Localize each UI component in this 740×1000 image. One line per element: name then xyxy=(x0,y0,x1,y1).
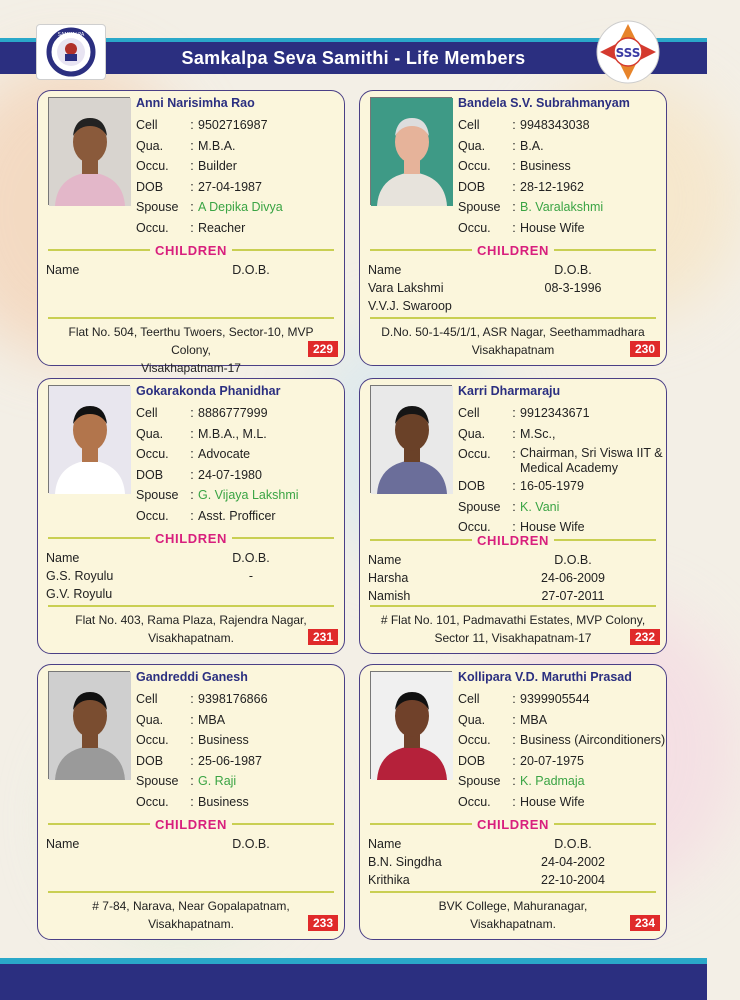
dob-column-header: D.O.B. xyxy=(232,263,270,277)
field-separator: : xyxy=(190,426,194,441)
member-details xyxy=(136,115,342,238)
address-line-1: D.No. 50-1-45/1/1, ASR Nagar, Seethammadhara xyxy=(381,325,645,339)
member-details xyxy=(458,403,664,538)
field-label: Cell xyxy=(136,118,158,132)
spouse-row xyxy=(458,771,664,792)
children-label: CHILDREN xyxy=(477,816,549,832)
field-label: Spouse xyxy=(136,774,179,788)
member-photo xyxy=(370,385,452,493)
address-line-2: Visakhapatnam. xyxy=(470,917,556,931)
field-separator: : xyxy=(190,118,194,132)
name-column-header: Name xyxy=(46,837,80,851)
cell-row xyxy=(136,403,342,424)
field-value: Business xyxy=(520,159,571,173)
field-value: 8886777999 xyxy=(198,406,268,420)
member-details xyxy=(136,689,342,812)
field-value: B. Varalakshmi xyxy=(520,200,604,214)
sss-logo-text: SSS xyxy=(615,46,641,60)
field-separator: : xyxy=(190,712,194,727)
qualification-row xyxy=(136,136,342,157)
child-row xyxy=(368,587,658,605)
occupation-row xyxy=(458,156,664,177)
member-photo xyxy=(370,97,452,205)
field-value: M.B.A., M.L. xyxy=(198,426,267,441)
dob-column-header: D.O.B. xyxy=(232,551,270,565)
field-label: Cell xyxy=(458,118,480,132)
address-line-2: Sector 11, Visakhapatnam-17 xyxy=(434,631,592,645)
member-card xyxy=(37,378,345,654)
children-header-row xyxy=(46,549,336,567)
children-table xyxy=(368,551,658,605)
field-value: G. Raji xyxy=(198,774,237,788)
field-separator: : xyxy=(512,447,516,461)
field-value: M.B.A. xyxy=(198,138,236,153)
field-value: K. Padmaja xyxy=(520,774,585,788)
dob-row xyxy=(136,465,342,486)
children-header-row xyxy=(46,835,336,853)
member-photo xyxy=(48,97,130,205)
field-label: Qua. xyxy=(136,426,164,441)
member-number-badge: 232 xyxy=(630,629,660,645)
occupation-row xyxy=(136,730,342,751)
field-label: Qua. xyxy=(458,712,486,727)
field-separator: : xyxy=(512,692,516,706)
member-number-badge: 234 xyxy=(630,915,660,931)
spouse-row xyxy=(136,485,342,506)
address-line-2: Visakhapatnam. xyxy=(148,917,234,931)
divider xyxy=(48,249,150,251)
field-label: Cell xyxy=(136,406,158,420)
child-name: Namish xyxy=(368,589,411,603)
spouse-occupation-row xyxy=(458,218,664,239)
address-line-1: Flat No. 403, Rama Plaza, Rajendra Nagar, xyxy=(75,613,307,627)
divider xyxy=(554,823,656,825)
spouse-occupation-row xyxy=(458,792,664,813)
field-label: Qua. xyxy=(136,138,164,153)
child-row xyxy=(46,585,336,603)
field-separator: : xyxy=(190,508,194,523)
field-separator: : xyxy=(190,179,194,194)
field-label: Occu. xyxy=(136,159,169,173)
child-row xyxy=(368,871,658,889)
field-label: Cell xyxy=(458,406,480,420)
children-label: CHILDREN xyxy=(477,532,549,548)
page-title: Samkalpa Seva Samithi - Life Members xyxy=(181,48,526,68)
field-label: Cell xyxy=(136,692,158,706)
address-line-1: # 7-84, Narava, Near Gopalapatnam, xyxy=(92,899,290,913)
field-label: Qua. xyxy=(458,426,486,441)
member-address xyxy=(50,323,332,377)
address-line-1: # Flat No. 101, Padmavathi Estates, MVP Colony, xyxy=(380,613,646,627)
field-separator: : xyxy=(190,692,194,706)
children-table xyxy=(368,261,658,315)
address-line-1: Flat No. 504, Teerthu Twoers, Sector-10, MVP Colony, xyxy=(68,325,314,357)
occupation-row xyxy=(458,730,664,751)
field-value: Business xyxy=(198,794,249,809)
field-separator: : xyxy=(190,753,194,768)
sss-logo xyxy=(596,20,660,84)
children-heading xyxy=(48,531,334,545)
field-label: Cell xyxy=(458,692,480,706)
divider xyxy=(232,249,334,251)
children-table xyxy=(46,549,336,603)
field-separator: : xyxy=(190,488,194,502)
member-address xyxy=(50,611,332,647)
field-label: Occu. xyxy=(458,733,491,747)
child-name: B.N. Singdha xyxy=(368,855,442,869)
member-name: Kollipara V.D. Maruthi Prasad xyxy=(458,670,632,684)
address-line-1: BVK College, Mahuranagar, xyxy=(438,899,588,913)
address-divider xyxy=(48,317,334,319)
dob-column-header: D.O.B. xyxy=(554,553,592,567)
field-label: Occu. xyxy=(136,447,169,461)
field-value: 20-07-1975 xyxy=(520,753,584,768)
field-separator: : xyxy=(512,200,516,214)
field-value: Business (Airconditioners) xyxy=(520,733,666,747)
address-divider xyxy=(48,891,334,893)
field-label: Occu. xyxy=(458,520,491,534)
member-details xyxy=(458,115,664,238)
field-separator: : xyxy=(512,712,516,727)
field-value: Asst. Profficer xyxy=(198,508,276,523)
field-separator: : xyxy=(190,220,194,235)
qualification-row xyxy=(136,424,342,445)
field-separator: : xyxy=(512,406,516,420)
dob-row xyxy=(136,751,342,772)
cell-row xyxy=(458,115,664,136)
member-photo xyxy=(48,671,130,779)
address-divider xyxy=(370,891,656,893)
divider xyxy=(370,823,472,825)
samithi-logo xyxy=(36,24,106,80)
field-separator: : xyxy=(190,467,194,482)
name-column-header: Name xyxy=(368,837,402,851)
child-dob xyxy=(518,297,628,315)
qualification-row xyxy=(458,710,664,731)
field-label: DOB xyxy=(136,179,164,194)
field-label: Spouse xyxy=(458,499,501,514)
member-card xyxy=(37,664,345,940)
child-dob: 24-04-2002 xyxy=(541,855,605,869)
member-card xyxy=(37,90,345,375)
field-label: DOB xyxy=(458,479,486,493)
field-label: DOB xyxy=(458,179,486,194)
field-separator: : xyxy=(512,118,516,132)
field-separator: : xyxy=(190,774,194,788)
divider xyxy=(370,249,472,251)
children-heading xyxy=(370,817,656,831)
address-divider xyxy=(370,317,656,319)
divider xyxy=(232,537,334,539)
field-label: Occu. xyxy=(458,447,491,461)
children-table xyxy=(46,835,336,853)
field-separator: : xyxy=(190,200,194,214)
field-value: 24-07-1980 xyxy=(198,467,262,482)
divider xyxy=(554,249,656,251)
child-row xyxy=(368,569,658,587)
cell-row xyxy=(458,403,664,424)
field-value: A Depika Divya xyxy=(198,200,283,214)
address-line-2: Visakhapatnam-17 xyxy=(141,361,241,375)
field-separator: : xyxy=(512,159,516,173)
child-name: G.S. Royulu xyxy=(46,569,114,583)
children-heading xyxy=(48,243,334,257)
member-number-badge: 229 xyxy=(308,341,338,357)
field-separator: : xyxy=(190,794,194,809)
field-separator: : xyxy=(512,179,516,194)
field-value: B.A. xyxy=(520,138,544,153)
field-label: Spouse xyxy=(458,774,501,788)
children-label: CHILDREN xyxy=(155,816,227,832)
field-label: DOB xyxy=(136,753,164,768)
member-details xyxy=(136,403,342,526)
spouse-row xyxy=(136,197,342,218)
field-separator: : xyxy=(512,520,516,534)
field-label: Spouse xyxy=(458,200,501,214)
field-value: K. Vani xyxy=(520,499,560,514)
member-name: Karri Dharmaraju xyxy=(458,384,561,398)
member-number-badge: 231 xyxy=(308,629,338,645)
address-divider xyxy=(370,605,656,607)
occupation-row xyxy=(136,156,342,177)
children-label: CHILDREN xyxy=(155,530,227,546)
divider xyxy=(554,539,656,541)
member-name: Anni Narisimha Rao xyxy=(136,96,255,110)
address-line-2: Visakhapatnam xyxy=(471,343,555,357)
spouse-occupation-row xyxy=(136,218,342,239)
field-value: House Wife xyxy=(520,520,585,534)
field-value: Builder xyxy=(198,159,237,173)
field-separator: : xyxy=(190,138,194,153)
divider xyxy=(48,823,150,825)
field-separator: : xyxy=(512,733,516,747)
dob-column-header: D.O.B. xyxy=(232,837,270,851)
field-separator: : xyxy=(512,774,516,788)
child-name: Krithika xyxy=(368,873,410,887)
field-separator: : xyxy=(512,794,516,809)
field-label: Spouse xyxy=(136,200,179,214)
field-value: M.Sc., xyxy=(520,426,556,441)
member-photo xyxy=(48,385,130,493)
svg-text:SAMKALPA: SAMKALPA xyxy=(57,32,85,38)
cell-row xyxy=(458,689,664,710)
field-value: 28-12-1962 xyxy=(520,179,584,194)
field-value: 9398176866 xyxy=(198,692,268,706)
spouse-occupation-row xyxy=(136,506,342,527)
field-label: Occu. xyxy=(458,220,491,235)
occupation-row xyxy=(458,444,664,476)
name-column-header: Name xyxy=(46,263,80,277)
field-separator: : xyxy=(512,479,516,493)
address-line-2: Visakhapatnam. xyxy=(148,631,234,645)
member-address xyxy=(372,611,654,647)
children-label: CHILDREN xyxy=(155,242,227,258)
qualification-row xyxy=(458,424,664,445)
child-dob: 24-06-2009 xyxy=(541,571,605,585)
children-label: CHILDREN xyxy=(477,242,549,258)
field-value: 9948343038 xyxy=(520,118,590,132)
field-label: Occu. xyxy=(136,794,169,809)
field-label: Spouse xyxy=(136,488,179,502)
field-value: 9912343671 xyxy=(520,406,590,420)
member-address xyxy=(50,897,332,933)
member-address xyxy=(372,897,654,933)
dob-row xyxy=(458,177,664,198)
field-value: 25-06-1987 xyxy=(198,753,262,768)
dob-column-header: D.O.B. xyxy=(554,837,592,851)
member-details xyxy=(458,689,664,812)
child-name: Harsha xyxy=(368,571,409,585)
cell-row xyxy=(136,689,342,710)
field-value: Reacher xyxy=(198,220,246,235)
field-value: Advocate xyxy=(198,447,251,461)
field-value: House Wife xyxy=(520,794,585,809)
spouse-row xyxy=(136,771,342,792)
member-card xyxy=(359,664,667,940)
field-value: 16-05-1979 xyxy=(520,479,584,493)
child-row xyxy=(46,567,336,585)
occupation-row xyxy=(136,444,342,465)
children-header-row xyxy=(46,261,336,279)
field-separator: : xyxy=(512,426,516,441)
member-name: Gokarakonda Phanidhar xyxy=(136,384,281,398)
field-label: Occu. xyxy=(458,794,491,809)
field-label: DOB xyxy=(458,753,486,768)
field-value: G. Vijaya Lakshmi xyxy=(198,488,299,502)
field-label: Occu. xyxy=(136,508,169,523)
field-separator: : xyxy=(512,220,516,235)
child-dob: - xyxy=(248,569,254,583)
field-separator: : xyxy=(190,159,194,173)
child-name: V.V.J. Swaroop xyxy=(368,299,452,313)
children-header-row xyxy=(368,835,658,853)
dob-row xyxy=(136,177,342,198)
children-table xyxy=(368,835,658,889)
spouse-row xyxy=(458,197,664,218)
dob-row xyxy=(458,476,664,497)
field-separator: : xyxy=(190,447,194,461)
field-separator: : xyxy=(512,138,516,153)
member-number-badge: 230 xyxy=(630,341,660,357)
spouse-row xyxy=(458,497,664,518)
address-divider xyxy=(48,605,334,607)
field-separator: : xyxy=(190,733,194,747)
dob-row xyxy=(458,751,664,772)
member-name: Gandreddi Ganesh xyxy=(136,670,248,684)
children-heading xyxy=(48,817,334,831)
child-dob: 22-10-2004 xyxy=(541,873,605,887)
field-label: Occu. xyxy=(136,220,169,235)
divider xyxy=(232,823,334,825)
children-header-row xyxy=(368,551,658,569)
child-name: G.V. Royulu xyxy=(46,587,113,601)
child-dob: 08-3-1996 xyxy=(544,281,602,295)
field-label: Occu. xyxy=(136,733,169,747)
field-separator: : xyxy=(190,406,194,420)
field-label: Occu. xyxy=(458,159,491,173)
field-value: Business xyxy=(198,733,249,747)
field-separator: : xyxy=(512,499,516,514)
field-label: DOB xyxy=(136,467,164,482)
member-photo xyxy=(370,671,452,779)
member-number-badge: 233 xyxy=(308,915,338,931)
child-dob xyxy=(196,585,306,603)
cell-row xyxy=(136,115,342,136)
children-heading xyxy=(370,243,656,257)
member-card xyxy=(359,378,667,654)
member-address xyxy=(372,323,654,359)
qualification-row xyxy=(458,136,664,157)
children-heading xyxy=(370,533,656,547)
name-column-header: Name xyxy=(46,551,80,565)
field-value: House Wife xyxy=(520,220,585,235)
member-name: Bandela S.V. Subrahmanyam xyxy=(458,96,630,110)
footer-band xyxy=(0,958,707,1000)
name-column-header: Name xyxy=(368,263,402,277)
child-name: Vara Lakshmi xyxy=(368,281,444,295)
field-value: MBA xyxy=(198,712,226,727)
child-row xyxy=(368,853,658,871)
dob-column-header: D.O.B. xyxy=(554,263,592,277)
divider xyxy=(370,539,472,541)
name-column-header: Name xyxy=(368,553,402,567)
child-row xyxy=(368,297,658,315)
field-separator: : xyxy=(512,753,516,768)
member-card xyxy=(359,90,667,366)
child-row xyxy=(368,279,658,297)
field-value: 27-04-1987 xyxy=(198,179,262,194)
spouse-occupation-row xyxy=(136,792,342,813)
children-header-row xyxy=(368,261,658,279)
child-dob: 27-07-2011 xyxy=(541,589,605,603)
divider xyxy=(48,537,150,539)
field-label: Qua. xyxy=(458,138,486,153)
field-value: Chairman, Sri Viswa IIT & Medical Academy xyxy=(520,446,663,475)
children-table xyxy=(46,261,336,279)
field-value: 9502716987 xyxy=(198,118,268,132)
field-value: 9399905544 xyxy=(520,692,590,706)
field-value: MBA xyxy=(520,712,548,727)
field-label: Qua. xyxy=(136,712,164,727)
qualification-row xyxy=(136,710,342,731)
